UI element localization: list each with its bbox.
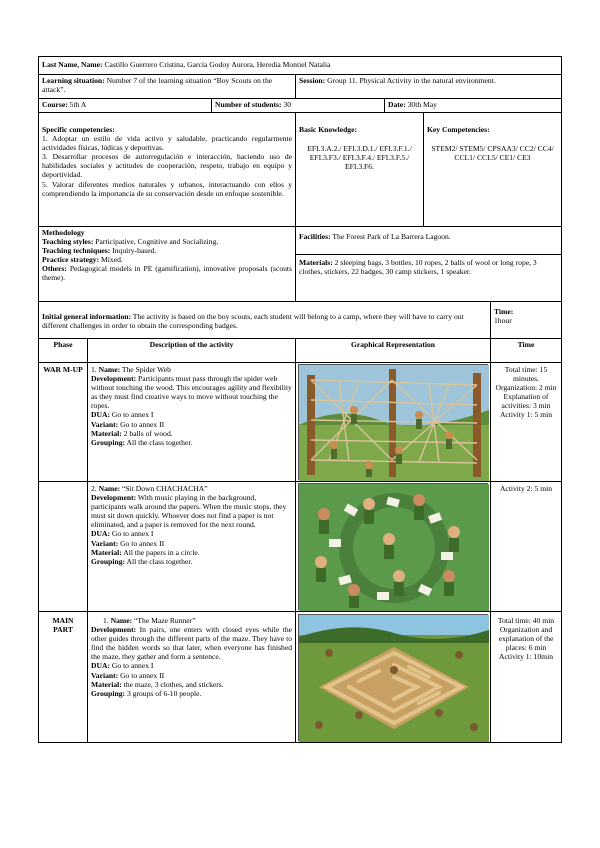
basic-knowledge-value: EFI.3.A.2./ EFI.3.D.1./ EFI.3.F.1./ EFI.3.F3./ EFI.3.F.4./ EFI.3.F.5./ EFI.3.F6. <box>307 144 412 172</box>
activity-3-time: Total time: 40 min Organization and explanation of the places: 6 min Activity 1: 10min <box>490 611 562 743</box>
phase-empty <box>38 481 88 612</box>
learning-situation-cell: Learning situation: Number 7 of the learning situation “Boy Scouts on the attack”. <box>38 74 296 99</box>
activity-1-time: Total time: 15 minutes. Organization: 2 min Explanation of activities: 3 min Activity 1: 5 min <box>490 362 562 482</box>
header-description: Description of the activity <box>87 338 296 363</box>
header-phase: Phase <box>38 338 88 363</box>
spider-web-illustration <box>298 364 488 480</box>
last-name-cell: Last Name, Name: Castillo Guerrero Cristina, García Godoy Aurora, Heredia Montiel Natalia <box>38 56 562 75</box>
competency-item: 3. Desarrollar procesos de autorregulación e interacción, haciendo uso de habilidades sociales y actitudes de cooperación, respeto, trabajo en equipo y deportividad. <box>42 152 292 180</box>
key-competencies-value: STEM2/ STEM5/ CPSAA3/ CC2/ CC4/ CCL1/ CCL5/ CE1/ CE3 <box>431 144 554 163</box>
course-cell: Course: 5th A <box>38 98 212 113</box>
activity-2-description: 2. Name: “Sit Down CHACHACHA” Development: With music playing in the background, participants walk around the papers. When the music stops, they must sit down quickly. Whoever does not find a paper is not eliminated, and a paper is removed for the next round. DUA: Go to annex I Variant: Go to annex II Material: All the papers in a circle. Grouping: All the class together. <box>87 481 296 612</box>
materials-cell: Materials: 2 sleeping bags, 3 bottles, 10 ropes, 2 balls of wool or long rope, 3 clothes, stickers, 22 badges, 30 camp stickers, 1 speaker. <box>295 254 562 302</box>
activity-3-description: 1. Name: “The Maze Runner” Development: In pairs, one enters with closed eyes while the other guides through the different parts of the maze. They have to find the hidden words so that later, when everyone has finished the maze, they gather and form a sentence. DUA: Go to annex I Variant: Go to annex II Material: the maze, 3 clothes, and stickers. Grouping: 3 groups of 6-10 people. <box>87 611 296 743</box>
key-competencies-cell: Key Competencies: STEM2/ STEM5/ CPSAA3/ CC2/ CC4/ CCL1/ CCL5/ CE1/ CE3 <box>423 112 562 227</box>
maze-illustration <box>298 614 488 741</box>
date-cell: Date: 30th May <box>384 98 562 113</box>
basic-knowledge-cell: Basic Knowledge: EFI.3.A.2./ EFI.3.D.1./ EFI.3.F.1./ EFI.3.F3./ EFI.3.F.4./ EFI.3.F.5./ EFI.3.F6. <box>295 112 424 227</box>
initial-info-cell: Initial general information: The activity is based on the boy scouts, each student will belong to a camp, where they will have to carry out different challenges in order to obtain the corresponding badges. <box>38 301 491 339</box>
activity-1-description: 1. Name: The Spider Web Development: Participants must pass through the spider web without touching the wood. This encourages agility and flexibility as they must find creative ways to move without touching the ropes. DUA: Go to annex I Variant: Go to annex II Material: 2 balls of wood. Grouping: All the class together. <box>87 362 296 482</box>
phase-warmup: WAR M-UP <box>38 362 88 482</box>
session-cell: Session: Group 11. Physical Activity in the natural environment. <box>295 74 562 99</box>
specific-competencies-cell: Specific competencies: 1. Adoptar un estilo de vida activo y saludable, practicando regularmente actividades físicas, lúdicas y deportivas. 3. Desarrollar procesos de autorregulación e interacción, haciendo uso de habilidades sociales y actitudes de cooperación, respeto, trabajo en equipo y deportividad. 5. Valorar diferentes medios naturales y urbanos, interactuando con ellos y comprendiendo la importancia de su conservación desde un enfoque sostenible. <box>38 112 296 227</box>
students-cell: Number of students: 30 <box>211 98 385 113</box>
header-graphical: Graphical Representation <box>295 338 491 363</box>
activity-2-time: Activity 2: 5 min <box>490 481 562 612</box>
methodology-cell: Methodology Teaching styles: Participative, Cognitive and Socializing. Teaching techniques: Inquiry-based. Practice strategy: Mixed. Others: Pedagogical models in PE (gamification), innovative proposals (scouts theme). <box>38 226 296 302</box>
competency-item: 5. Valorar diferentes medios naturales y urbanos, interactuando con ellos y comprendiendo la importancia de su conservación desde un enfoque sostenible. <box>42 179 292 198</box>
sit-down-illustration <box>298 483 488 610</box>
header-time: Time <box>490 338 562 363</box>
competency-item: 1. Adoptar un estilo de vida activo y saludable, practicando regularmente actividades físicas, lúdicas y deportivas. <box>42 134 292 153</box>
facilities-cell: Facilities: The Forest Park of La Barrera Lagoon. <box>295 226 562 255</box>
initial-time-cell: Time: 1hour <box>490 301 562 339</box>
phase-main: MAIN PART <box>38 611 88 743</box>
